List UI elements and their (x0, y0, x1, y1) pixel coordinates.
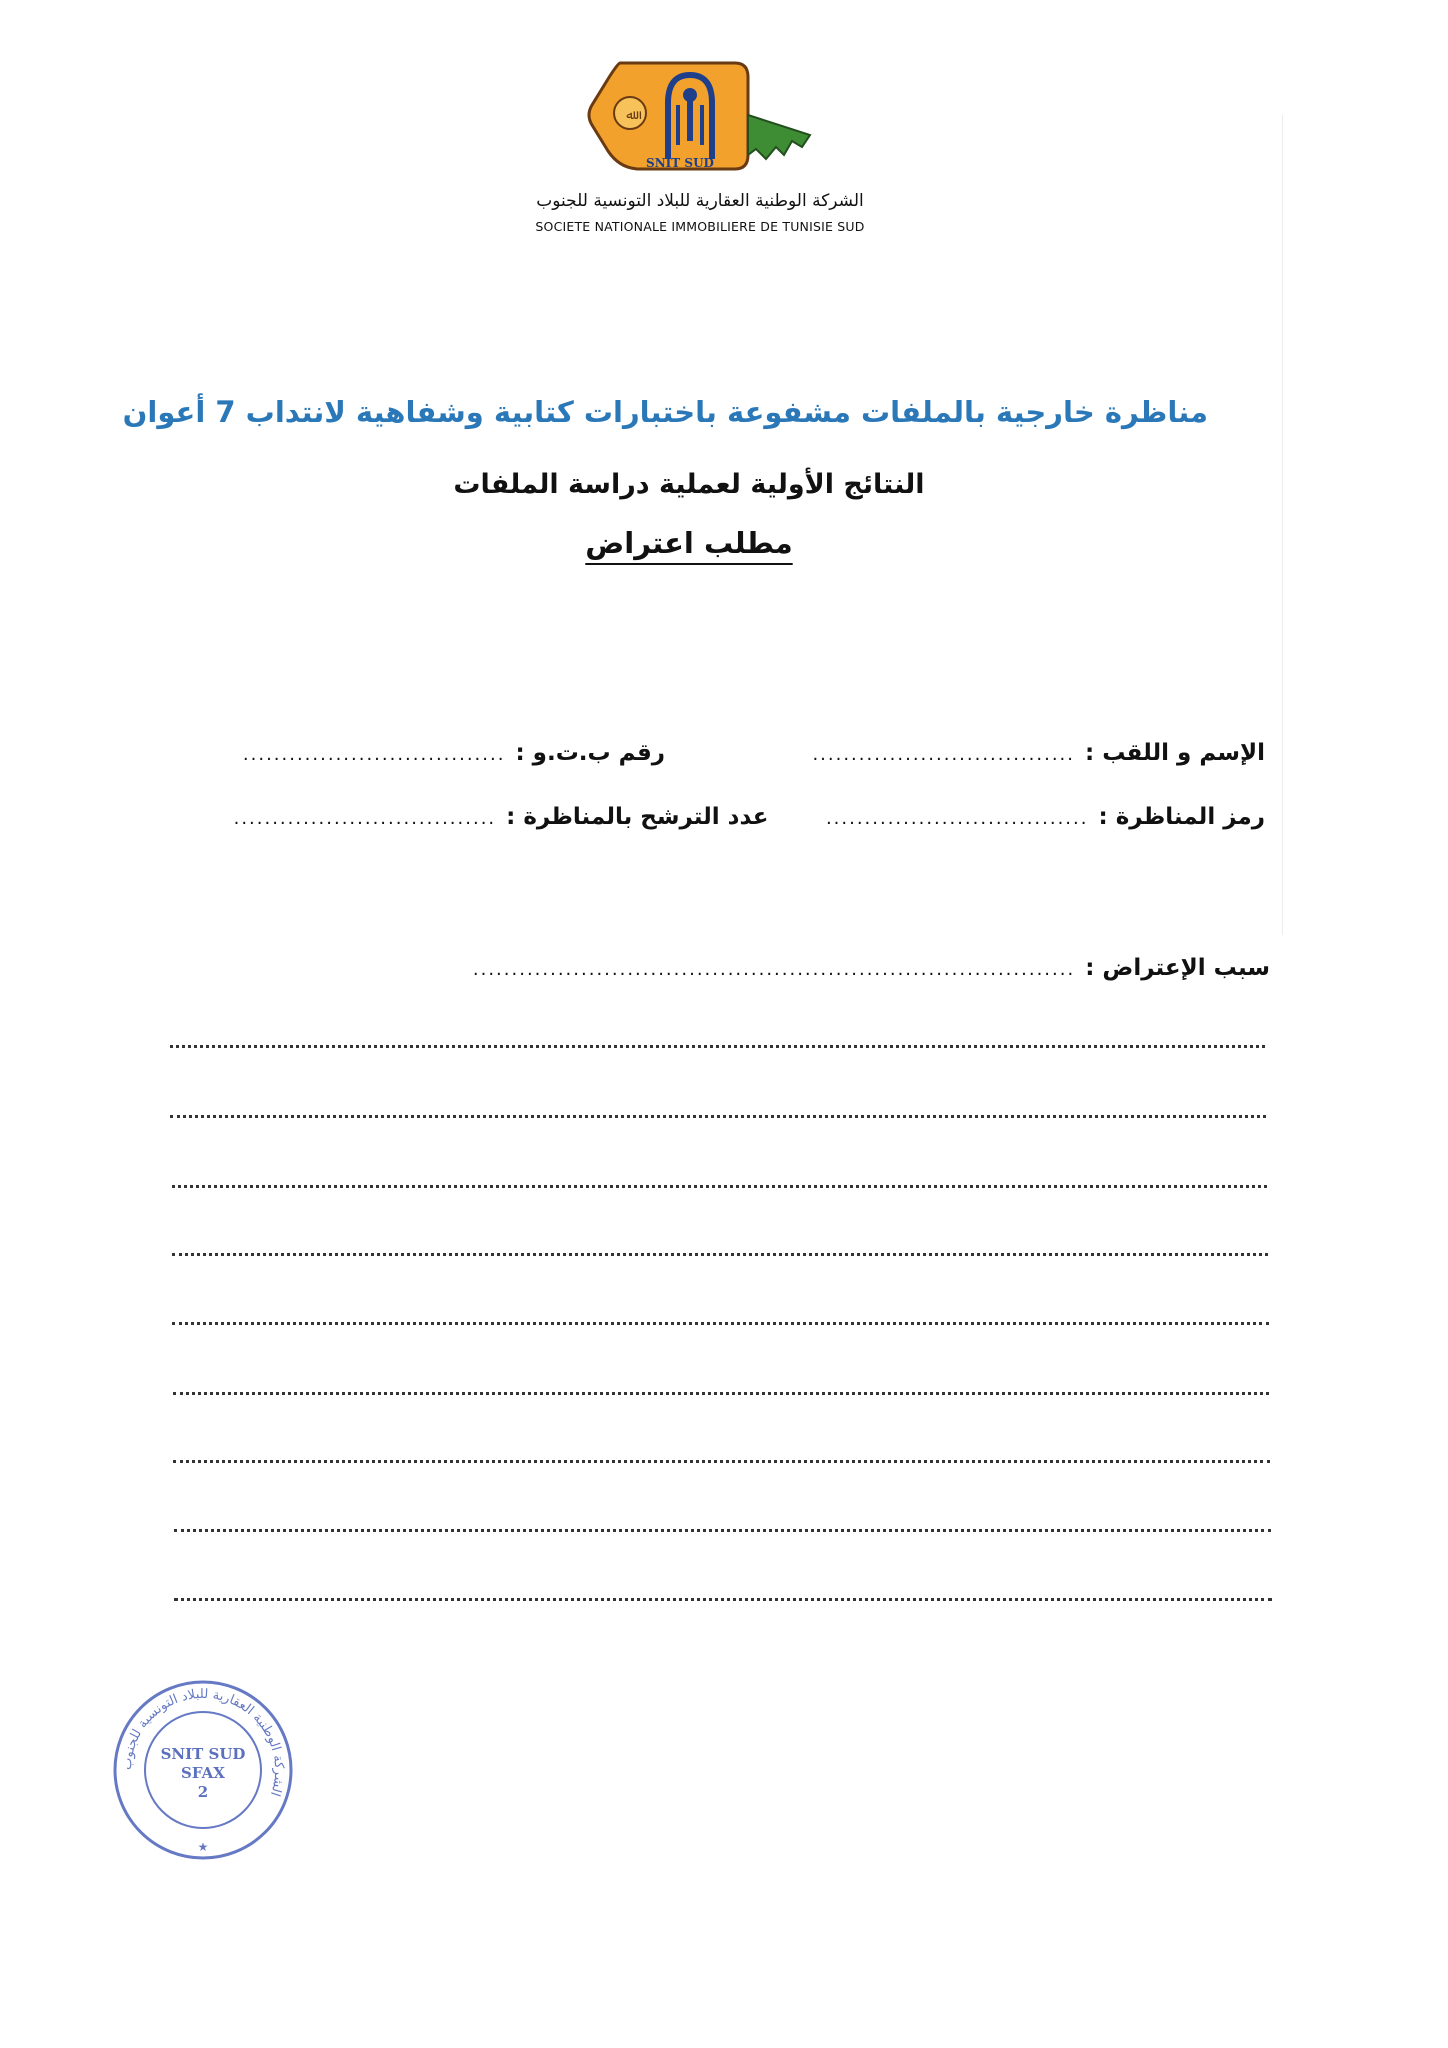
stamp-line-2: SFAX (181, 1764, 225, 1782)
svg-text:ﷲ: ﷲ (626, 108, 634, 123)
reason-blank[interactable]: .............................................................................. (472, 959, 1076, 980)
reason-blank-line[interactable] (174, 1529, 1271, 1532)
company-name-french: SOCIETE NATIONALE IMMOBILIERE DE TUNISIE SUD (535, 219, 865, 234)
reason-first-line (160, 955, 1270, 989)
reason-label: سبب الإعتراض : (1085, 955, 1270, 981)
name-blank[interactable]: .................................. (812, 744, 1075, 765)
reason-blank-line[interactable] (173, 1460, 1270, 1463)
reason-blank-line[interactable] (174, 1598, 1272, 1601)
page-edge-line (1282, 115, 1283, 935)
contest-code-blank[interactable]: .................................. (825, 808, 1089, 829)
stamp-line-1: SNIT SUD (160, 1745, 246, 1763)
cin-label: رقم ب.ت.و : (515, 740, 665, 766)
stamp-star-icon: ★ (197, 1840, 209, 1854)
identification-fields (160, 740, 1265, 868)
logo-text: SNIT SUD (646, 156, 714, 170)
contest-title: مناظرة خارجية بالملفات مشفوعة باختبارات كتابية وشفاهية لانتداب 7 أعوان (122, 395, 1208, 429)
results-subtitle: النتائج الأولية لعملية دراسة الملفات (453, 469, 925, 500)
snit-sud-logo (580, 55, 820, 185)
objection-request-heading: مطلب اعتراض (585, 526, 793, 560)
official-stamp (108, 1675, 298, 1865)
field-row-code-candidacy (160, 804, 1265, 838)
candidacy-number-blank[interactable]: .................................. (233, 808, 497, 829)
reason-blank-line[interactable] (172, 1322, 1269, 1325)
objection-reason-section (160, 955, 1270, 989)
cin-blank[interactable]: .................................. (242, 744, 506, 765)
reason-blank-line[interactable] (173, 1392, 1269, 1395)
reason-blank-line[interactable] (170, 1115, 1266, 1118)
reason-blank-line[interactable] (170, 1045, 1265, 1048)
company-header (490, 55, 910, 234)
candidacy-number-label: عدد الترشح بالمناظرة : (506, 804, 769, 830)
company-name-arabic: الشركة الوطنية العقارية للبلاد التونسية للجنوب (536, 191, 864, 211)
reason-blank-line[interactable] (172, 1185, 1267, 1188)
stamp-line-3: 2 (197, 1783, 209, 1801)
name-label: الإسم و اللقب : (1085, 740, 1265, 766)
reason-blank-line[interactable] (172, 1253, 1268, 1256)
stamp-ring-text: الشركة الوطنية العقارية للبلاد التونسية للجنوب (119, 1686, 287, 1799)
contest-code-label: رمز المناظرة : (1098, 804, 1265, 830)
field-row-name-cin (160, 740, 1265, 774)
document-titles (122, 395, 1208, 560)
